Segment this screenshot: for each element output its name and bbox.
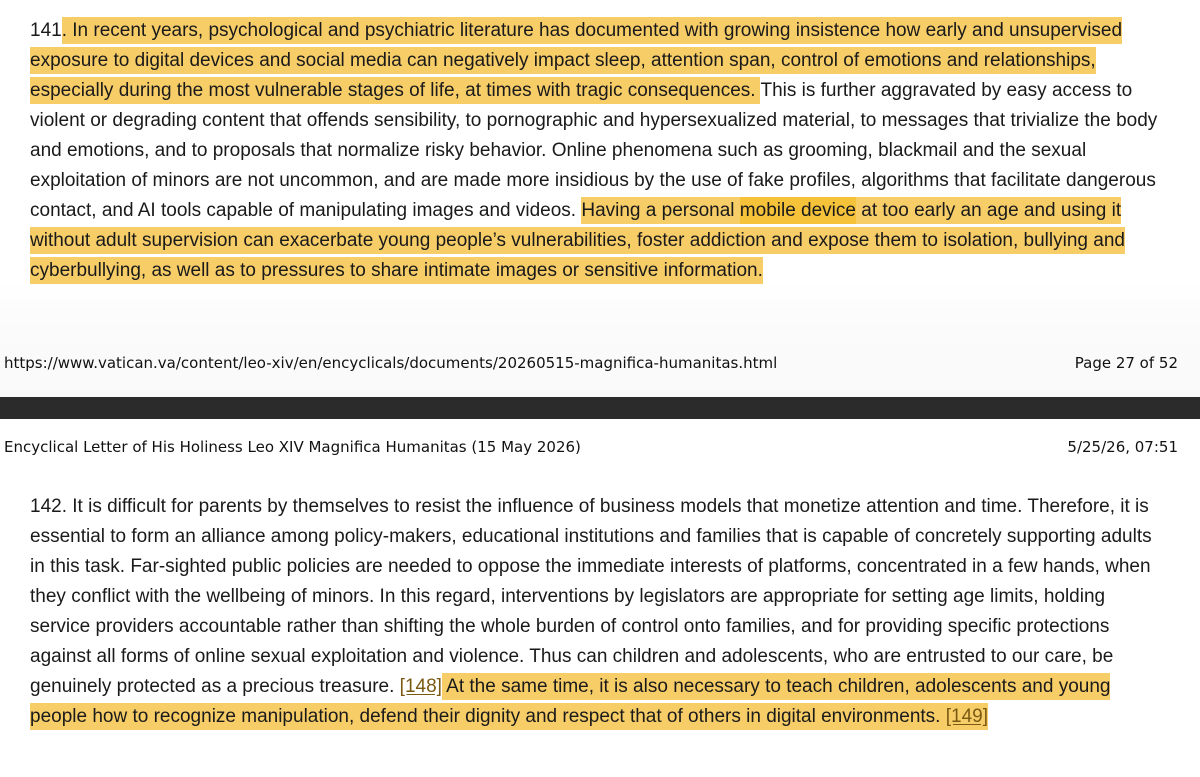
- highlight-span: .: [62, 17, 67, 44]
- highlight-span-strong: mobile device: [740, 197, 856, 224]
- paragraph-text: 142. It is difficult for parents by themselves to resist the influence of business models that monetize attention and time. Therefore, it is essential to form an alliance among policy-makers, educational institutions and families that is capable of concretely supporting adults in this task. Far-sighted public policies are needed to oppose the immediate interests of platforms, concentrated in a few hands, when they conflict with the wellbeing of minors. In this regard, interventions by legislators are appropriate for setting age limits, holding service providers accountable rather than shifting the whole burden of control onto families, and for providing specific protections against all forms of online sexual exploitation and violence. Thus can children and adolescents, who are entrusted to our care, be genuinely protected as a precious treasure.: [30, 496, 1152, 697]
- footnote-link-149[interactable]: [149]: [946, 703, 988, 730]
- page-footer: [4, 352, 1178, 374]
- page-header: [4, 436, 1178, 458]
- paragraph-number: 141: [30, 20, 62, 41]
- highlight-span: At the same time, it is also necessary to teach children, adolescents and young people how to recognize manipulation, defend their dignity and respect that of others in digital environments.: [30, 673, 1110, 730]
- paragraph-141: [30, 16, 1170, 286]
- highlight-span: at too early an age and using it without adult supervision can exacerbate young people’s vulnerabilities, foster addiction and expose them to isolation, bullying and cyberbullying, as well as to pressures to share intimate images or sensitive information.: [30, 197, 1125, 284]
- paragraph-142: [30, 492, 1170, 732]
- page-number: Page 27 of 52: [1074, 354, 1178, 372]
- document-title: Encyclical Letter of His Holiness Leo XIV Magnifica Humanitas (15 May 2026): [4, 438, 581, 456]
- source-url[interactable]: https://www.vatican.va/content/leo-xiv/en/encyclicals/documents/20260515-magnifica-humanitas.html: [4, 354, 778, 372]
- paragraph-text: This is further aggravated by easy access to violent or degrading content that offends sensibility, to pornographic and hypersexualized material, to messages that trivialize the body and emotions, and to proposals that normalize risky behavior. Online phenomena such as grooming, blackmail and the sexual exploitation of minors are not uncommon, and are made more insidious by the use of fake profiles, algorithms that facilitate dangerous contact, and AI tools capable of manipulating images and videos.: [30, 80, 1158, 221]
- footnote-link-148[interactable]: [148]: [399, 676, 442, 697]
- highlight-span: In recent years, psychological and psychiatric literature has documented with growing insistence how early and unsupervised exposure to digital devices and social media can negatively impact sleep, attention span, control of emotions and relationships, especially during the most vulnerable stages of life, at times with tragic consequences.: [30, 17, 1122, 104]
- page-separator: [0, 397, 1200, 419]
- print-datetime: 5/25/26, 07:51: [1067, 438, 1178, 456]
- highlight-span: Having a personal: [581, 197, 739, 224]
